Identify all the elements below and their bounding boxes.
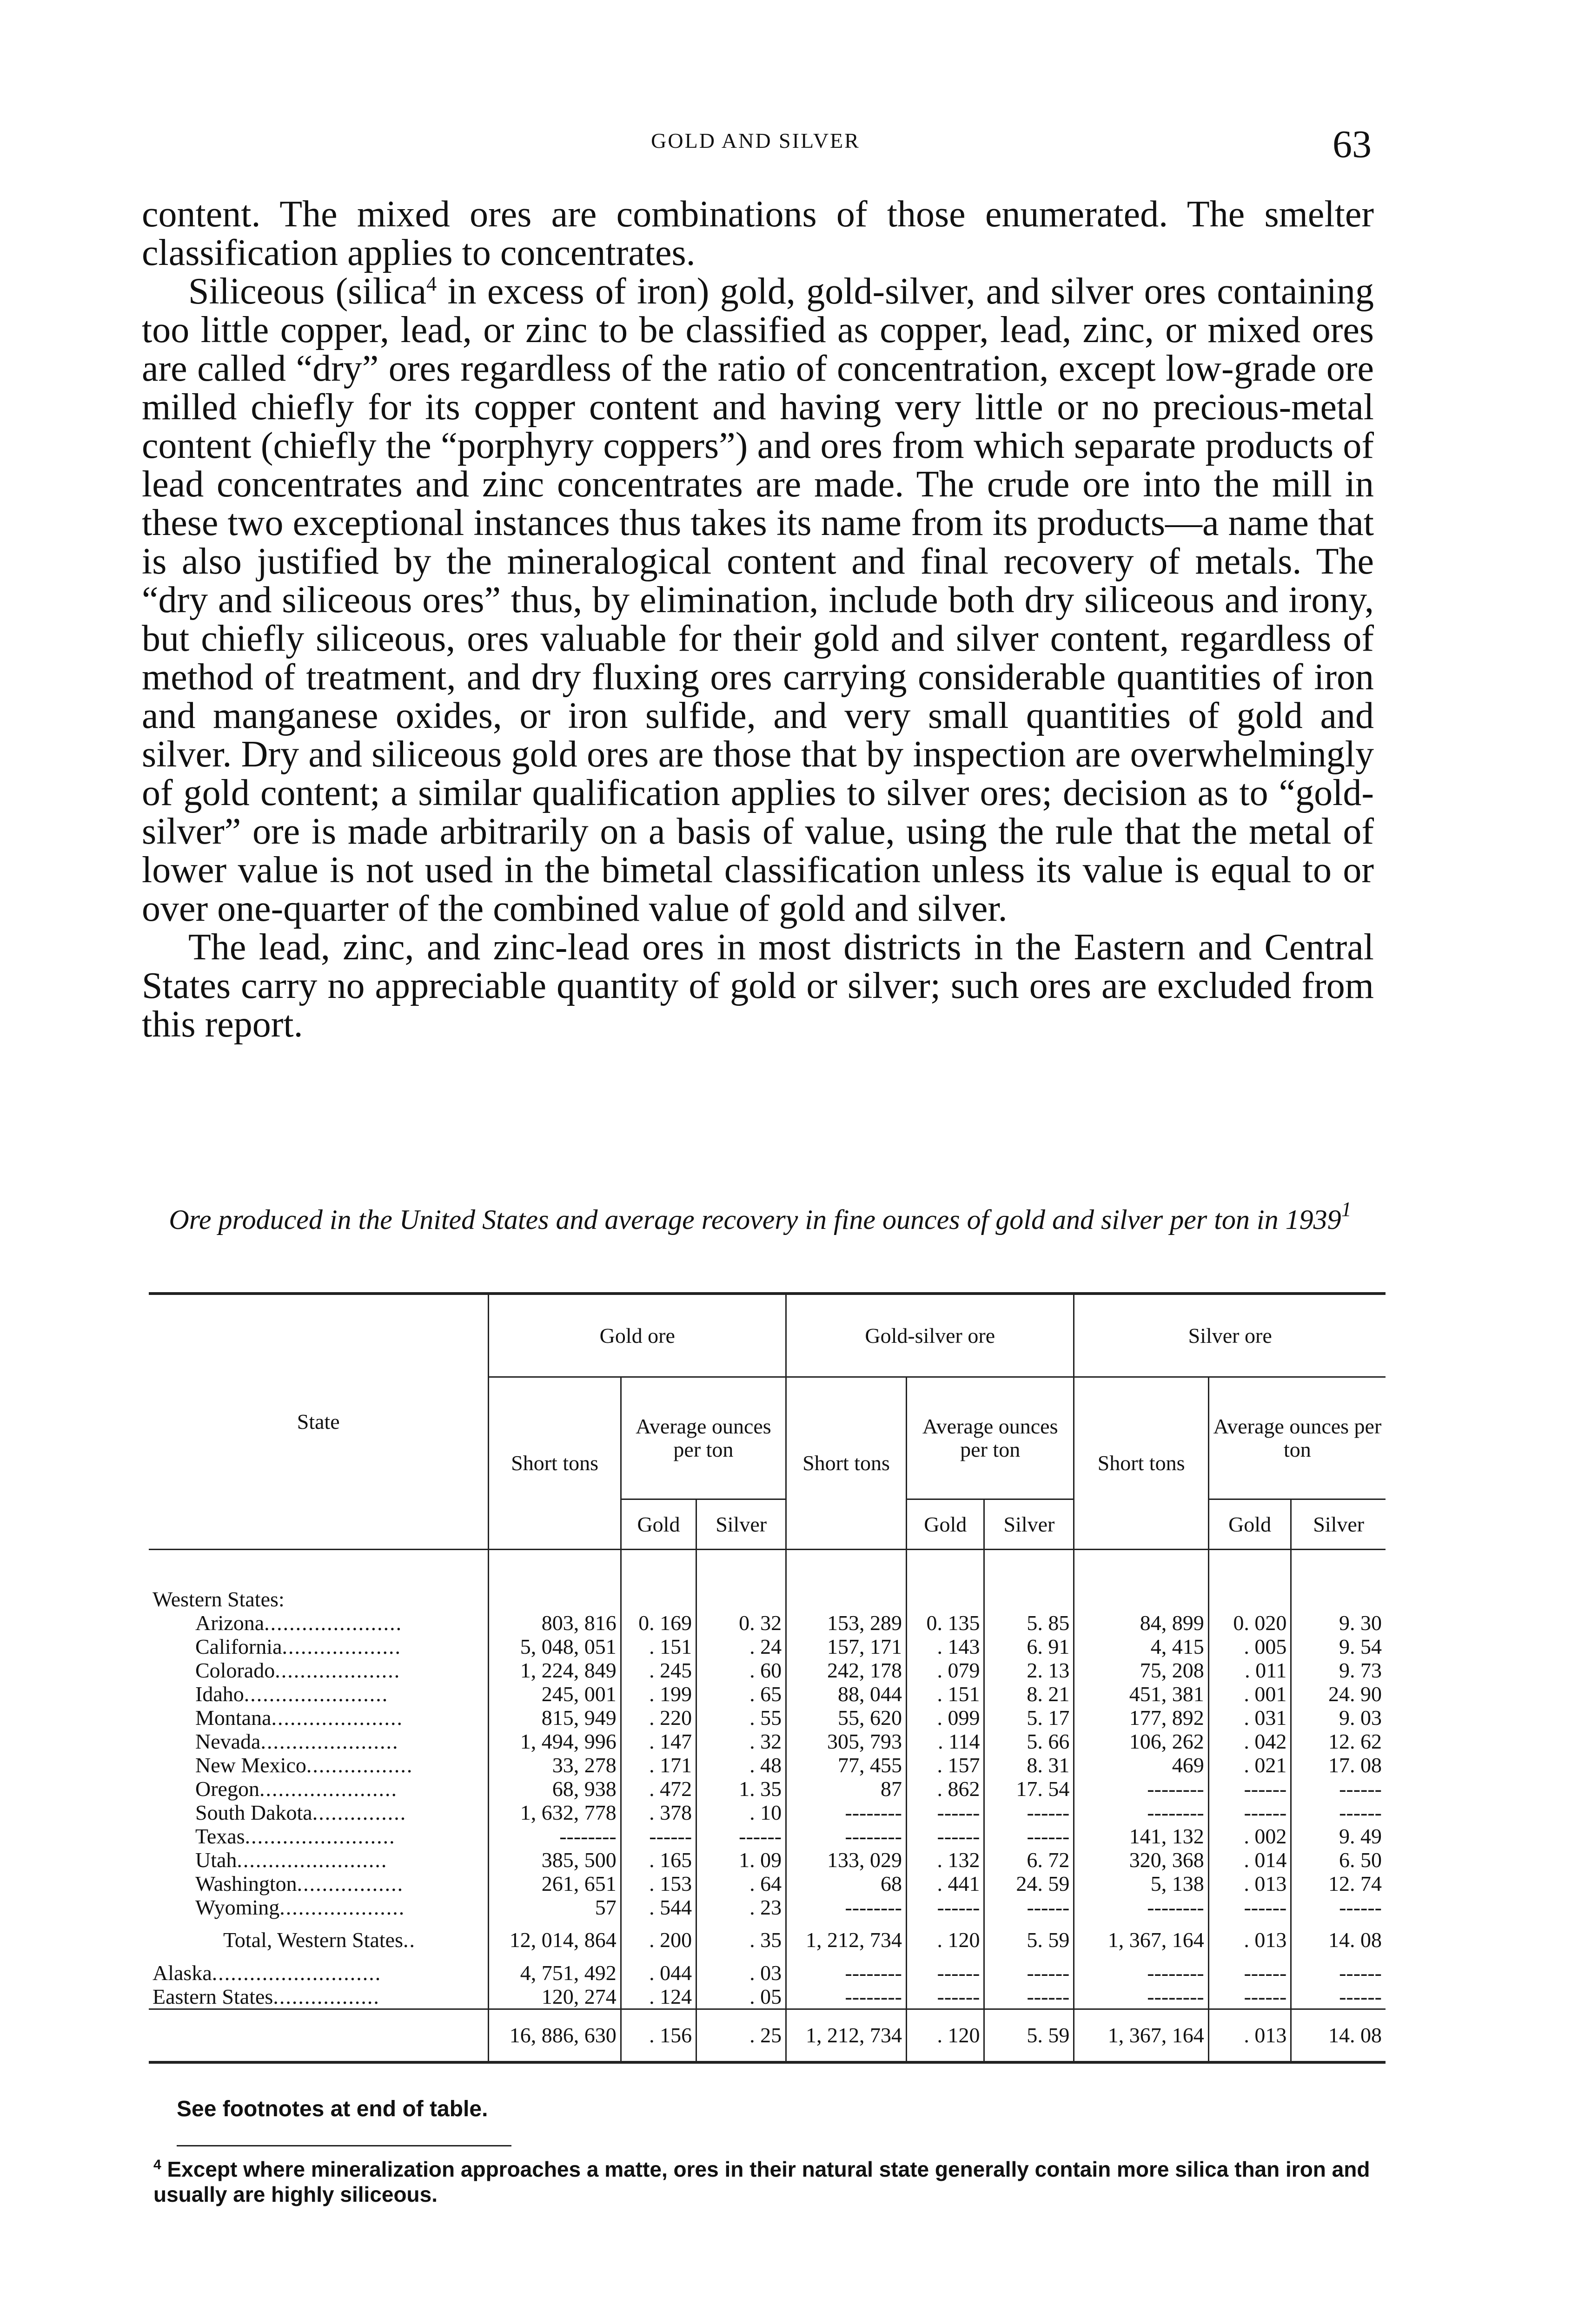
gold-silver-short-tons-cell: 133, 029: [786, 1848, 907, 1872]
state-name-cell: [149, 1872, 489, 1895]
gold-silver-gold-cell: . 157: [906, 1753, 984, 1777]
body-text: [142, 195, 1374, 1044]
paragraph-2-start: Siliceous (silica: [188, 271, 427, 312]
gold-silver-gold-cell: . 079: [906, 1658, 984, 1682]
gold-ore-short-tons-cell: 4, 751, 492: [489, 1961, 621, 1985]
gold-silver-short-tons-cell: 1, 212, 734: [786, 1919, 907, 1961]
gold-silver-silver-cell: 6. 91: [984, 1635, 1074, 1658]
header-gold-silver-ore: Gold-silver ore: [786, 1294, 1074, 1377]
gold-ore-silver-cell: . 23: [696, 1895, 786, 1919]
silver-ore-short-tons-cell: 1, 367, 164: [1074, 2009, 1208, 2063]
state-name-cell: [149, 1961, 489, 1985]
gold-ore-short-tons-cell: 33, 278: [489, 1753, 621, 1777]
silver-ore-gold-cell: ------: [1208, 1961, 1291, 1985]
silver-ore-gold-cell: . 021: [1208, 1753, 1291, 1777]
gold-ore-gold-cell: . 199: [621, 1682, 696, 1706]
gold-ore-silver-cell: 0. 32: [696, 1611, 786, 1635]
silver-ore-short-tons-cell: 469: [1074, 1753, 1208, 1777]
paragraph-2: [142, 272, 1374, 928]
gold-ore-gold-cell: . 165: [621, 1848, 696, 1872]
silver-ore-gold-cell: . 013: [1208, 1872, 1291, 1895]
footnote-4-mark: 4: [153, 2157, 161, 2172]
gold-silver-short-tons-cell: --------: [786, 1961, 907, 1985]
state-name: Washington: [195, 1872, 297, 1895]
dot-leader: .....................: [271, 1706, 404, 1730]
state-name-cell: [149, 1919, 489, 1961]
header-gold-ore-short-tons: Short tons: [489, 1377, 621, 1550]
header-silver-ore-silver: Silver: [1291, 1499, 1386, 1550]
state-name-cell: [149, 1777, 489, 1801]
state-name: Colorado: [195, 1658, 275, 1682]
gold-ore-gold-cell: . 220: [621, 1706, 696, 1730]
gold-ore-gold-cell: . 544: [621, 1895, 696, 1919]
header-silver-ore-gold: Gold: [1208, 1499, 1291, 1550]
silver-ore-gold-cell: ------: [1208, 1895, 1291, 1919]
table-row: [149, 1824, 1386, 1848]
state-name: Idaho: [195, 1682, 244, 1706]
gold-silver-short-tons-cell: 153, 289: [786, 1611, 907, 1635]
table-row: [149, 1611, 1386, 1635]
state-name-cell: [149, 2009, 489, 2063]
state-name: Eastern States: [152, 1985, 273, 2008]
state-name: Total, Western States: [223, 1928, 403, 1952]
gold-ore-short-tons-cell: 1, 494, 996: [489, 1730, 621, 1753]
state-name: Montana: [195, 1706, 272, 1730]
gold-ore-short-tons-cell: 120, 274: [489, 1985, 621, 2009]
gold-ore-short-tons-cell: 5, 048, 051: [489, 1635, 621, 1658]
dot-leader: .................: [306, 1753, 413, 1777]
silver-ore-short-tons-cell: 84, 899: [1074, 1611, 1208, 1635]
header-silver-ore: Silver ore: [1074, 1294, 1386, 1377]
see-footnotes-note: See footnotes at end of table.: [177, 2097, 488, 2121]
paragraph-3: The lead, zinc, and zinc-lead ores in most districts in the Eastern and Central States carry no appreciable quantity of gold or silver; such ores are excluded from this report.: [142, 927, 1374, 1045]
dot-leader: .................: [273, 1985, 380, 2008]
silver-ore-gold-cell: . 042: [1208, 1730, 1291, 1753]
header-gold-silver-silver: Silver: [984, 1499, 1074, 1550]
silver-ore-gold-cell: . 013: [1208, 1919, 1291, 1961]
header-silver-ore-short-tons: Short tons: [1074, 1377, 1208, 1550]
section-row: [149, 1587, 1386, 1611]
footnote-4-text: Except where mineralization approaches a matte, ores in their natural state generally contain more silica than iron and usually are highly siliceous.: [153, 2157, 1370, 2206]
gold-ore-silver-cell: . 10: [696, 1801, 786, 1824]
gold-silver-gold-cell: . 441: [906, 1872, 984, 1895]
grand-total-row: [149, 2009, 1386, 2063]
gold-ore-gold-cell: . 245: [621, 1658, 696, 1682]
gold-ore-gold-cell: . 171: [621, 1753, 696, 1777]
gold-silver-gold-cell: . 151: [906, 1682, 984, 1706]
gold-silver-silver-cell: 5. 17: [984, 1706, 1074, 1730]
dot-leader: ........................: [237, 1848, 388, 1872]
silver-ore-gold-cell: ------: [1208, 1985, 1291, 2009]
silver-ore-gold-cell: . 005: [1208, 1635, 1291, 1658]
silver-ore-silver-cell: 12. 62: [1291, 1730, 1386, 1753]
gold-ore-short-tons-cell: 12, 014, 864: [489, 1919, 621, 1961]
dot-leader: ..: [403, 1928, 416, 1952]
state-name: Arizona: [195, 1611, 265, 1635]
gold-silver-silver-cell: ------: [984, 1824, 1074, 1848]
gold-silver-short-tons-cell: --------: [786, 1985, 907, 2009]
gold-ore-silver-cell: . 03: [696, 1961, 786, 1985]
gold-silver-silver-cell: 8. 21: [984, 1682, 1074, 1706]
header-gold-ore: Gold ore: [489, 1294, 786, 1377]
gold-silver-silver-cell: ------: [984, 1895, 1074, 1919]
table-row: [149, 1730, 1386, 1753]
table-caption-text: Ore produced in the United States and average recovery in fine ounces of gold and silver per ton in 1939: [169, 1204, 1341, 1235]
footnote-4: [153, 2157, 1386, 2207]
silver-ore-short-tons-cell: 177, 892: [1074, 1706, 1208, 1730]
dot-leader: ........................: [245, 1824, 396, 1848]
running-head: [139, 122, 1372, 166]
state-name-cell: [149, 1895, 489, 1919]
gold-silver-short-tons-cell: 68: [786, 1872, 907, 1895]
gold-silver-short-tons-cell: 305, 793: [786, 1730, 907, 1753]
dot-leader: ......................: [264, 1611, 403, 1635]
silver-ore-short-tons-cell: 4, 415: [1074, 1635, 1208, 1658]
silver-ore-short-tons-cell: --------: [1074, 1895, 1208, 1919]
state-name-cell: [149, 1801, 489, 1824]
gold-silver-silver-cell: 5. 59: [984, 2009, 1074, 2063]
gold-silver-silver-cell: 5. 66: [984, 1730, 1074, 1753]
silver-ore-silver-cell: 24. 90: [1291, 1682, 1386, 1706]
silver-ore-short-tons-cell: --------: [1074, 1777, 1208, 1801]
state-name-cell: [149, 1730, 489, 1753]
table-row: [149, 1658, 1386, 1682]
header-gold-ore-silver: Silver: [696, 1499, 786, 1550]
state-name-cell: [149, 1753, 489, 1777]
dot-leader: ....................: [279, 1895, 405, 1919]
state-name: Utah: [195, 1848, 237, 1872]
dot-leader: ......................: [259, 1777, 398, 1801]
gold-silver-silver-cell: 2. 13: [984, 1658, 1074, 1682]
gold-ore-silver-cell: . 24: [696, 1635, 786, 1658]
table-row: [149, 1635, 1386, 1658]
state-name-cell: [149, 1848, 489, 1872]
dot-leader: ......................: [260, 1730, 399, 1753]
silver-ore-gold-cell: . 031: [1208, 1706, 1291, 1730]
table-spacer-row: [149, 1550, 1386, 1588]
silver-ore-silver-cell: ------: [1291, 1985, 1386, 2009]
silver-ore-silver-cell: ------: [1291, 1801, 1386, 1824]
silver-ore-short-tons-cell: --------: [1074, 1801, 1208, 1824]
gold-ore-gold-cell: . 378: [621, 1801, 696, 1824]
table-row: [149, 1895, 1386, 1919]
state-name: Wyoming: [195, 1895, 280, 1919]
state-name-cell: [149, 1706, 489, 1730]
table-row: [149, 1872, 1386, 1895]
table-caption: [139, 1198, 1381, 1235]
gold-silver-gold-cell: 0. 135: [906, 1611, 984, 1635]
footnote-rule: [177, 2145, 511, 2146]
gold-ore-short-tons-cell: 57: [489, 1895, 621, 1919]
silver-ore-silver-cell: 12. 74: [1291, 1872, 1386, 1895]
silver-ore-silver-cell: 9. 49: [1291, 1824, 1386, 1848]
silver-ore-silver-cell: 9. 30: [1291, 1611, 1386, 1635]
dot-leader: ...........................: [212, 1961, 382, 1985]
table-body: [149, 1550, 1386, 2063]
page-number: 63: [1333, 123, 1372, 166]
ore-production-table: [149, 1292, 1386, 2064]
table-row: [149, 1848, 1386, 1872]
silver-ore-gold-cell: . 001: [1208, 1682, 1291, 1706]
paragraph-1: content. The mixed ores are combinations of those enumerated. The smelter classification applies to concentrates.: [142, 194, 1374, 273]
dot-leader: ....................: [275, 1658, 401, 1682]
state-name-cell: [149, 1611, 489, 1635]
gold-silver-silver-cell: 8. 31: [984, 1753, 1074, 1777]
gold-ore-gold-cell: 0. 169: [621, 1611, 696, 1635]
gold-silver-short-tons-cell: 1, 212, 734: [786, 2009, 907, 2063]
gold-silver-short-tons-cell: 87: [786, 1777, 907, 1801]
silver-ore-silver-cell: 9. 54: [1291, 1635, 1386, 1658]
gold-ore-short-tons-cell: 68, 938: [489, 1777, 621, 1801]
gold-ore-gold-cell: . 200: [621, 1919, 696, 1961]
section-label-western: Western States:: [152, 1587, 285, 1611]
eastern-row: [149, 1985, 1386, 2009]
header-gold-silver-gold: Gold: [906, 1499, 984, 1550]
gold-ore-short-tons-cell: --------: [489, 1824, 621, 1848]
header-silver-ore-average: Average ounces per ton: [1208, 1377, 1386, 1499]
header-state: State: [149, 1294, 489, 1550]
silver-ore-silver-cell: 6. 50: [1291, 1848, 1386, 1872]
gold-ore-gold-cell: . 151: [621, 1635, 696, 1658]
silver-ore-short-tons-cell: 320, 368: [1074, 1848, 1208, 1872]
gold-ore-gold-cell: . 147: [621, 1730, 696, 1753]
gold-silver-gold-cell: . 132: [906, 1848, 984, 1872]
silver-ore-silver-cell: ------: [1291, 1895, 1386, 1919]
dot-leader: ...................: [282, 1635, 401, 1658]
gold-ore-silver-cell: . 25: [696, 2009, 786, 2063]
silver-ore-short-tons-cell: --------: [1074, 1961, 1208, 1985]
silver-ore-silver-cell: 9. 73: [1291, 1658, 1386, 1682]
state-name-cell: [149, 1682, 489, 1706]
gold-silver-short-tons-cell: 77, 455: [786, 1753, 907, 1777]
gold-silver-silver-cell: 5. 85: [984, 1611, 1074, 1635]
gold-ore-silver-cell: . 35: [696, 1919, 786, 1961]
gold-silver-gold-cell: ------: [906, 1801, 984, 1824]
gold-ore-short-tons-cell: 803, 816: [489, 1611, 621, 1635]
gold-silver-silver-cell: 24. 59: [984, 1872, 1074, 1895]
gold-ore-silver-cell: . 64: [696, 1872, 786, 1895]
silver-ore-short-tons-cell: 5, 138: [1074, 1872, 1208, 1895]
silver-ore-silver-cell: 17. 08: [1291, 1753, 1386, 1777]
state-name-cell: [149, 1658, 489, 1682]
dot-leader: .................: [297, 1872, 404, 1895]
state-name: Alaska: [152, 1961, 212, 1985]
running-title: GOLD AND SILVER: [651, 129, 860, 152]
gold-ore-silver-cell: 1. 35: [696, 1777, 786, 1801]
state-name: Oregon: [195, 1777, 259, 1801]
dot-leader: .......................: [244, 1682, 389, 1706]
state-name-cell: [149, 1824, 489, 1848]
gold-ore-short-tons-cell: 16, 886, 630: [489, 2009, 621, 2063]
silver-ore-silver-cell: ------: [1291, 1961, 1386, 1985]
gold-silver-silver-cell: 17. 54: [984, 1777, 1074, 1801]
gold-silver-short-tons-cell: --------: [786, 1824, 907, 1848]
silver-ore-short-tons-cell: 451, 381: [1074, 1682, 1208, 1706]
table-row: [149, 1801, 1386, 1824]
table-row: [149, 1682, 1386, 1706]
state-name: South Dakota: [195, 1801, 312, 1824]
gold-ore-silver-cell: . 05: [696, 1985, 786, 2009]
state-name: California: [195, 1635, 282, 1658]
silver-ore-silver-cell: ------: [1291, 1777, 1386, 1801]
gold-silver-gold-cell: . 862: [906, 1777, 984, 1801]
gold-ore-short-tons-cell: 1, 224, 849: [489, 1658, 621, 1682]
dot-leader: ...............: [312, 1801, 407, 1824]
silver-ore-silver-cell: 14. 08: [1291, 1919, 1386, 1961]
table-row: [149, 1777, 1386, 1801]
footnote-marker-4: 4: [426, 272, 437, 295]
gold-silver-silver-cell: 6. 72: [984, 1848, 1074, 1872]
header-gold-silver-average: Average ounces per ton: [906, 1377, 1074, 1499]
gold-ore-gold-cell: . 124: [621, 1985, 696, 2009]
gold-ore-short-tons-cell: 261, 651: [489, 1872, 621, 1895]
gold-silver-short-tons-cell: 242, 178: [786, 1658, 907, 1682]
gold-silver-short-tons-cell: 157, 171: [786, 1635, 907, 1658]
silver-ore-gold-cell: 0. 020: [1208, 1611, 1291, 1635]
gold-silver-short-tons-cell: --------: [786, 1895, 907, 1919]
gold-ore-silver-cell: 1. 09: [696, 1848, 786, 1872]
gold-ore-gold-cell: . 044: [621, 1961, 696, 1985]
gold-silver-silver-cell: ------: [984, 1985, 1074, 2009]
gold-ore-short-tons-cell: 385, 500: [489, 1848, 621, 1872]
state-name-cell: [149, 1635, 489, 1658]
gold-silver-short-tons-cell: 88, 044: [786, 1682, 907, 1706]
gold-silver-gold-cell: . 114: [906, 1730, 984, 1753]
silver-ore-short-tons-cell: 141, 132: [1074, 1824, 1208, 1848]
header-gold-silver-short-tons: Short tons: [786, 1377, 907, 1550]
gold-ore-short-tons-cell: 1, 632, 778: [489, 1801, 621, 1824]
gold-silver-silver-cell: ------: [984, 1961, 1074, 1985]
gold-ore-gold-cell: . 472: [621, 1777, 696, 1801]
gold-ore-silver-cell: . 55: [696, 1706, 786, 1730]
state-name: New Mexico: [195, 1753, 306, 1777]
gold-ore-gold-cell: ------: [621, 1824, 696, 1848]
gold-silver-gold-cell: ------: [906, 1824, 984, 1848]
silver-ore-short-tons-cell: --------: [1074, 1985, 1208, 2009]
gold-silver-gold-cell: . 120: [906, 2009, 984, 2063]
gold-ore-short-tons-cell: 245, 001: [489, 1682, 621, 1706]
gold-silver-gold-cell: ------: [906, 1985, 984, 2009]
gold-silver-gold-cell: . 143: [906, 1635, 984, 1658]
table-caption-footnote-marker: 1: [1341, 1198, 1352, 1221]
silver-ore-gold-cell: ------: [1208, 1777, 1291, 1801]
table-header: [149, 1294, 1386, 1550]
silver-ore-short-tons-cell: 1, 367, 164: [1074, 1919, 1208, 1961]
state-name: Nevada: [195, 1730, 261, 1753]
gold-silver-gold-cell: . 099: [906, 1706, 984, 1730]
gold-silver-gold-cell: ------: [906, 1895, 984, 1919]
gold-ore-silver-cell: . 48: [696, 1753, 786, 1777]
gold-ore-short-tons-cell: 815, 949: [489, 1706, 621, 1730]
silver-ore-gold-cell: ------: [1208, 1801, 1291, 1824]
gold-ore-silver-cell: . 65: [696, 1682, 786, 1706]
gold-ore-silver-cell: . 32: [696, 1730, 786, 1753]
silver-ore-silver-cell: 9. 03: [1291, 1706, 1386, 1730]
silver-ore-gold-cell: . 011: [1208, 1658, 1291, 1682]
paragraph-2-rest: in excess of iron) gold, gold-silver, and silver ores containing too little copper, lead, or zinc to be classified as copper, lead, zinc, or mixed ores are called “dry” ores regardless of the ratio of concentration, except low-grade ore milled chiefly for its copper content and having very little or no precious-metal content (chiefly the “porphyry coppers”) and ores from which separate products of lead concentrates and zinc concentrates are made. The crude ore into the mill in these two exceptional instances thus takes its name from its products—a name that is also justified by the mineralogical content and final recovery of metals. The “dry and siliceous ores” thus, by elimination, include both dry siliceous and irony, but chiefly siliceous, ores valuable for their gold and silver content, regardless of method of treatment, and dry fluxing ores carrying considerable quantities of iron and manganese oxides, or iron sulfide, and very small quantities of gold and silver. Dry and siliceous gold ores are those that by inspection are overwhelmingly of gold content; a similar qualification applies to silver ores; decision as to “gold-silver” ore is made arbitrarily on a basis of value, using the rule that the metal of lower value is not used in the bimetal classification unless its value is equal to or over one-quarter of the combined value of gold and silver.: [142, 271, 1374, 929]
gold-silver-short-tons-cell: 55, 620: [786, 1706, 907, 1730]
gold-ore-gold-cell: . 153: [621, 1872, 696, 1895]
state-name: Texas: [195, 1824, 245, 1848]
gold-silver-silver-cell: ------: [984, 1801, 1074, 1824]
gold-silver-silver-cell: 5. 59: [984, 1919, 1074, 1961]
silver-ore-gold-cell: . 002: [1208, 1824, 1291, 1848]
table-row: [149, 1706, 1386, 1730]
silver-ore-gold-cell: . 013: [1208, 2009, 1291, 2063]
gold-silver-gold-cell: . 120: [906, 1919, 984, 1961]
gold-silver-short-tons-cell: --------: [786, 1801, 907, 1824]
gold-ore-silver-cell: . 60: [696, 1658, 786, 1682]
alaska-row: [149, 1961, 1386, 1985]
header-gold-ore-average: Average ounces per ton: [621, 1377, 786, 1499]
silver-ore-short-tons-cell: 106, 262: [1074, 1730, 1208, 1753]
total-western-row: [149, 1919, 1386, 1961]
gold-ore-silver-cell: ------: [696, 1824, 786, 1848]
silver-ore-gold-cell: . 014: [1208, 1848, 1291, 1872]
state-name-cell: [149, 1985, 489, 2009]
silver-ore-short-tons-cell: 75, 208: [1074, 1658, 1208, 1682]
silver-ore-silver-cell: 14. 08: [1291, 2009, 1386, 2063]
gold-ore-gold-cell: . 156: [621, 2009, 696, 2063]
header-gold-ore-gold: Gold: [621, 1499, 696, 1550]
gold-silver-gold-cell: ------: [906, 1961, 984, 1985]
table-row: [149, 1753, 1386, 1777]
